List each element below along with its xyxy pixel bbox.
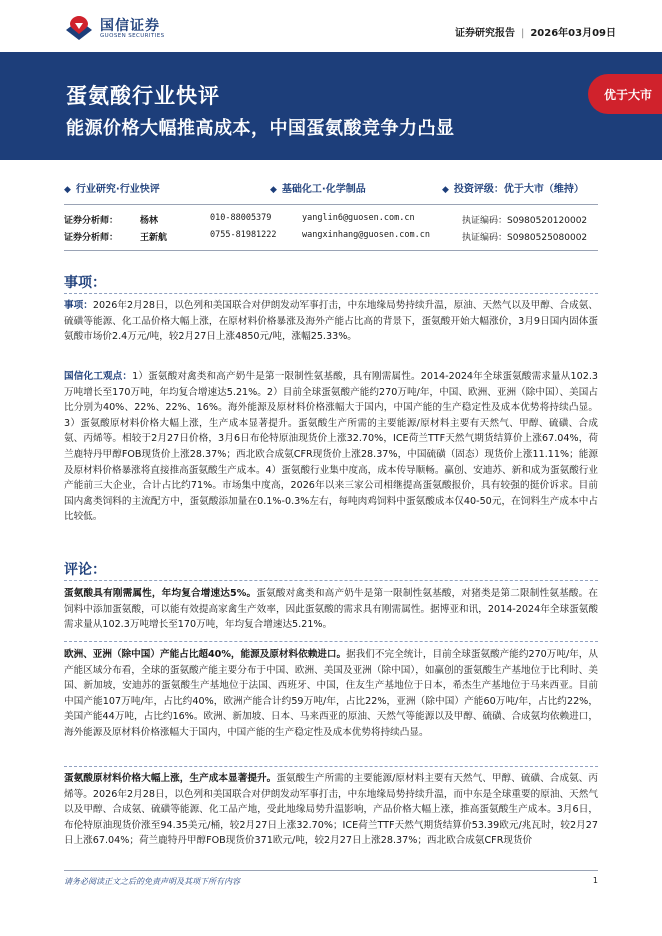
brand-name-cn: 国信证券	[100, 18, 160, 34]
analyst-view-paragraph: 国信化工观点：1）蛋氨酸对禽类和高产奶牛是第一限制性氨基酸，具有刚需属性。2014-2024年全球蛋氨酸需求量从102.3万吨增长至170万吨，年均复合增速达5.21%。2）目前全球蛋氨酸产能约270万吨/年，中国、欧洲、亚洲（除中国）、美国占比分别为40%、22%、22%、16%。海外能源及原材料价格涨幅大于国内，中国产能的生产稳定性及成本优势将持续凸显。3）蛋氨酸原材料价格大幅上涨，生产成本显著提升。蛋氨酸生产所需的主要能源/原材料主要有天然气、甲醇、硫磺、合成氨、丙烯等。相较于2月27日价格，3月6日布伦特原油现货价上涨32.70%，ICE荷兰TTF天然气期货结算价上涨67.04%，荷兰鹿特丹甲醇FOB现货价上涨28.37%；西北欧合成氨CFR现货价上涨28.37%，中国硫磺（固态）现货价上涨11.11%；能源及原材料价格暴涨将直接推高蛋氨酸生产成本。4）蛋氨酸行业集中度高，成本传导顺畅。赢创、安迪苏、新和成为蛋氨酸行业产能前三大企业，合计占比约71%。市场集中度高，2026年以来三家公司相继提高蛋氨酸报价，具有较强的挺价诉求。目前国内禽类饲料的主流配方中，蛋氨酸添加量在0.1%-0.3%左右，每吨肉鸡饲料中蛋氨酸成本仅40-50元，在饲料生产成本中占比较低。	[64, 371, 598, 523]
analyst-phone: 0755-81981222	[210, 230, 277, 240]
sector-tag: ◆ 基础化工·化学制品	[270, 184, 366, 195]
analyst-row: 证券分析师： 王新航 0755-81981222 wangxinhang@guosen.com.cn 执证编码：S0980525080002	[64, 230, 588, 243]
brand-logo-icon	[64, 14, 94, 44]
title-banner	[0, 52, 662, 160]
divider	[64, 766, 598, 767]
diamond-icon: ◆	[64, 185, 71, 195]
events-paragraph: 事项：2026年2月28日，以色列和美国联合对伊朗发动军事打击，中东地缘局势持续升温，原油、天然气以及甲醇、合成氨、硫磺等能源、化工品价格大幅上涨，在原材料价格暴涨及海外产能占比高的背景下，蛋氨酸开始大幅涨价，3月9日国内固体蛋氨酸市场价2.4万元/吨，较2月27日上涨4850元/吨，涨幅25.33%。	[64, 300, 599, 343]
page-header	[0, 0, 662, 52]
header-separator: |	[520, 28, 525, 39]
rating-badge-label: 优于大市	[604, 88, 653, 102]
analyst-name: 杨林	[140, 216, 159, 226]
divider	[64, 641, 598, 642]
comments-heading: 评论：	[64, 562, 106, 578]
divider	[64, 250, 598, 251]
report-date: 2026年03月09日	[530, 28, 616, 39]
events-heading: 事项：	[64, 275, 106, 291]
analyst-name: 王新航	[140, 233, 168, 243]
report-subtitle: 能源价格大幅推高成本，中国蛋氨酸竞争力凸显	[66, 118, 455, 139]
divider	[64, 293, 598, 294]
brand-logo	[64, 14, 204, 44]
analyst-email[interactable]: wangxinhang@guosen.com.cn	[302, 230, 430, 240]
page-number: 1	[592, 876, 598, 885]
divider	[64, 580, 598, 581]
comment-paragraph: 蛋氨酸具有刚需属性，年均复合增速达5%。蛋氨酸对禽类和高产奶牛是第一限制性氨基酸，对猪类是第二限制性氨基酸。在饲料中添加蛋氨酸，可以能有效提高家禽生产效率，因此蛋氨酸的需求具有刚需属性。据博亚和讯，2014-2024年全球蛋氨酸需求量从102.3万吨增长至170万吨，年均复合增速达5.21%。	[64, 588, 599, 631]
analyst-row: 证券分析师： 杨林 010-88005379 yanglin6@guosen.com.cn 执证编码：S0980520120002	[64, 213, 588, 226]
rating-badge	[588, 74, 662, 114]
brand-name-en: GUOSEN SECURITIES	[100, 33, 165, 39]
footer-disclaimer: 请务必阅读正文之后的免责声明及其项下所有内容	[64, 877, 240, 886]
analyst-license: 执证编码：S0980520120002	[462, 216, 588, 226]
analyst-license: 执证编码：S0980525080002	[462, 233, 588, 243]
report-title: 蛋氨酸行业快评	[66, 84, 220, 108]
analyst-phone: 010-88005379	[210, 213, 272, 223]
diamond-icon: ◆	[442, 185, 449, 195]
divider	[64, 204, 598, 205]
analyst-email[interactable]: yanglin6@guosen.com.cn	[302, 213, 415, 223]
comment-paragraph: 蛋氨酸原材料价格大幅上涨，生产成本显著提升。蛋氨酸生产所需的主要能源/原材料主要有天然气、甲醇、硫磺、合成氨、丙烯等。2026年2月28日，以色列和美国联合对伊朗发动军事打击，中东地缘局势持续升温，而中东是全球重要的原油、天然气以及甲醇、合成氨、硫磺等能源、化工品产地，受此地缘局势升温影响，产品价格大幅上涨，推高蛋氨酸生产成本。3月6日，布伦特原油现货价涨至94.35美元/桶，较2月27日上涨32.70%；ICE荷兰TTF天然气期货结算价53.39欧元/兆瓦时，较2月27日上涨67.04%；荷兰鹿特丹甲醇FOB现货价371欧元/吨，较2月27日上涨28.37%；西北欧合成氨CFR现货价	[64, 773, 599, 847]
comment-paragraph: 欧洲、亚洲（除中国）产能占比超40%，能源及原材料依赖进口。据我们不完全统计，目前全球蛋氨酸产能约270万吨/年，从产能区域分布看，全球的蛋氨酸产能主要分布于中国、欧洲、美国及亚洲（除中国），如赢创的蛋氨酸生产基地位于比利时、美国、新加坡，安迪苏的蛋氨酸生产基地位于法国、西班牙、中国，住友生产基地位于日本，希杰生产基地位于马来西亚。目前中国产能107万吨/年，占比约40%，欧洲产能合计约59万吨/年，占比22%，亚洲（除中国）产能60万吨/年，占比约22%，美国产能44万吨，占比约16%。欧洲、新加坡、日本、马来西亚的原油、天然气等能源以及甲醇、硫磺、合成氨均依赖进口，海外能源及原材料价格涨幅大于国内，中国产能的生产稳定性及成本优势将持续凸显。	[64, 649, 598, 738]
report-type: 证券研究报告	[454, 28, 515, 39]
category-tag: ◆ 行业研究·行业快评	[64, 184, 160, 195]
report-classification	[64, 180, 598, 198]
report-meta	[455, 24, 616, 39]
rating-tag: ◆ 投资评级：优于大市（维持）	[442, 184, 584, 195]
diamond-icon: ◆	[270, 185, 277, 195]
footer-divider	[64, 870, 598, 871]
